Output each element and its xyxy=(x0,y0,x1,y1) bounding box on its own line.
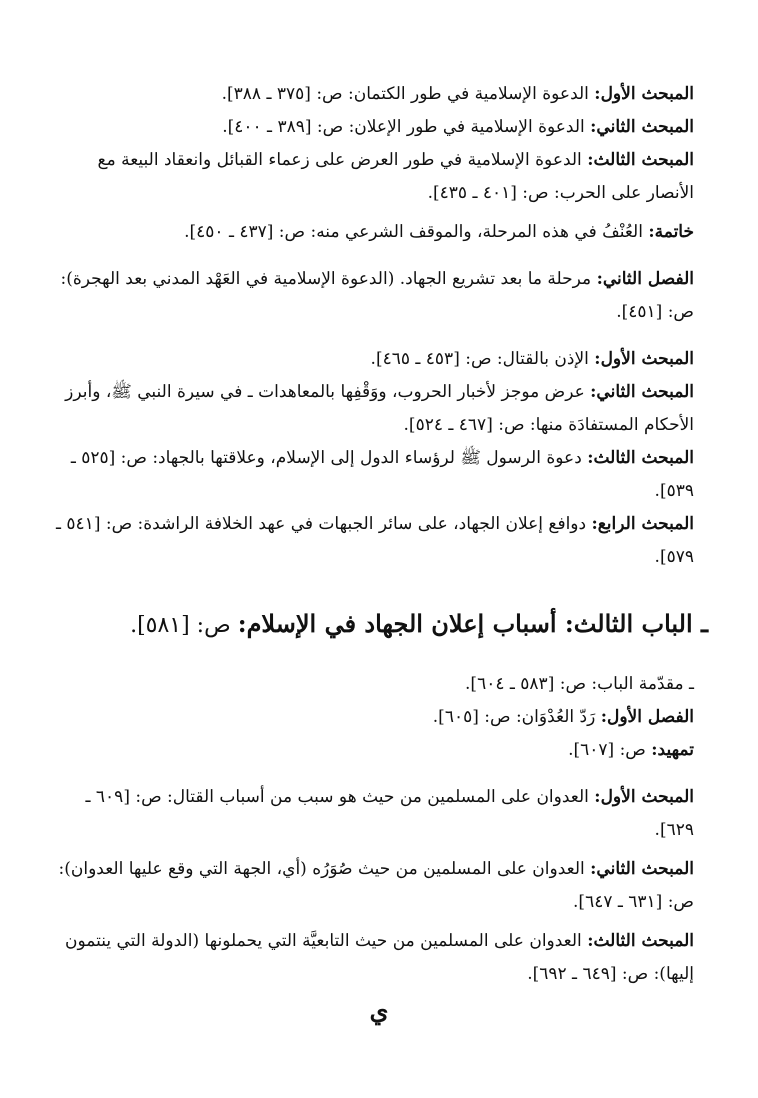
entry-heading: المبحث الثالث: xyxy=(587,931,694,951)
entry-heading: الفصل الثاني: xyxy=(596,269,694,289)
entry-text: عرض موجز لأخبار الحروب، ووَقْفِها بالمعاهدات ـ في سيرة النبي ﷺ، وأبرز الأحكام المستفادَة منها: ص: [٤٦٧ ـ ٥٢٤]. xyxy=(65,382,694,435)
toc-entry xyxy=(52,781,694,847)
chapter-title: ـ الباب الثالث: أسباب إعلان الجهاد في الإسلام: xyxy=(237,609,708,638)
entry-text: الدعوة الإسلامية في طور الكتمان: ص: [٣٧٥ ـ ٣٨٨]. xyxy=(221,84,595,104)
toc-entry xyxy=(52,111,694,144)
toc-entry xyxy=(52,853,694,919)
toc-entry xyxy=(52,78,694,111)
toc-entry xyxy=(52,263,694,329)
page-number: ي xyxy=(369,996,389,1025)
entry-text: الإذن بالقتال: ص: [٤٥٣ ـ ٤٦٥]. xyxy=(370,349,595,369)
entry-heading: المبحث الرابع: xyxy=(591,514,694,534)
entry-heading: المبحث الأول: xyxy=(594,84,694,104)
entry-heading: المبحث الثاني: xyxy=(590,382,694,402)
entry-text: مرحلة ما بعد تشريع الجهاد. (الدعوة الإسلامية في العَهْد المدني بعد الهجرة): ص: [٤٥١]. xyxy=(60,269,694,322)
entry-heading: المبحث الثالث: xyxy=(587,150,694,170)
chapter-heading xyxy=(52,604,708,646)
entry-text: الدعوة الإسلامية في طور العرض على زعماء القبائل وانعقاد البيعة مع الأنصار على الحرب: ص: [٤٠١ ـ ٤٣٥]. xyxy=(97,150,694,203)
entry-heading: المبحث الثالث: xyxy=(587,448,694,468)
entry-text: العُنْفُ في هذه المرحلة، والموقف الشرعي منه: ص: [٤٣٧ ـ ٤٥٠]. xyxy=(184,222,649,242)
entry-heading: خاتمة: xyxy=(648,222,694,242)
toc-entry xyxy=(52,216,694,249)
entry-text: العدوان على المسلمين من حيث التابعيَّة التي يحملونها (الدولة التي ينتمون إليها): ص: [٦٤٩ ـ ٦٩٢]. xyxy=(65,931,694,984)
entry-heading: المبحث الأول: xyxy=(594,787,694,807)
toc-entry xyxy=(52,343,694,376)
entry-text: الدعوة الإسلامية في طور الإعلان: ص: [٣٨٩ ـ ٤٠٠]. xyxy=(222,117,591,137)
entry-text: ـ مقدّمة الباب: ص: [٥٨٣ ـ ٦٠٤]. xyxy=(465,674,694,694)
entry-text: دوافع إعلان الجهاد، على سائر الجبهات في عهد الخلافة الراشدة: ص: [٥٤١ ـ ٥٧٩]. xyxy=(56,514,694,567)
entry-text: دعوة الرسول ﷺ لرؤساء الدول إلى الإسلام، وعلاقتها بالجهاد: ص: [٥٢٥ ـ ٥٣٩]. xyxy=(70,448,694,501)
entry-heading: الفصل الأول: xyxy=(600,707,694,727)
entry-text: العدوان على المسلمين من حيث هو سبب من أسباب القتال: ص: [٦٠٩ ـ ٦٢٩]. xyxy=(85,787,694,840)
toc-entry xyxy=(52,701,694,734)
toc-entry xyxy=(52,442,694,508)
entry-heading: المبحث الثاني: xyxy=(590,117,694,137)
entry-heading: المبحث الثاني: xyxy=(590,859,694,879)
toc-entry xyxy=(52,668,694,701)
toc-entry xyxy=(52,144,694,210)
entry-text: رَدّ العُدْوَان: ص: [٦٠٥]. xyxy=(432,707,601,727)
chapter-page-ref: ص: [٥٨١]. xyxy=(130,613,238,638)
entry-text: ص: [٦٠٧]. xyxy=(568,740,652,760)
entry-heading: تمهيد: xyxy=(651,740,694,760)
entry-text: العدوان على المسلمين من حيث صُوَرُه (أي، الجهة التي وقع عليها العدوان): ص: [٦٣١ ـ ٦٤٧]. xyxy=(58,859,694,912)
entry-heading: المبحث الأول: xyxy=(594,349,694,369)
toc-entry xyxy=(52,925,694,991)
toc-entry xyxy=(52,734,694,767)
toc-entry xyxy=(52,508,694,574)
toc-entry xyxy=(52,376,694,442)
